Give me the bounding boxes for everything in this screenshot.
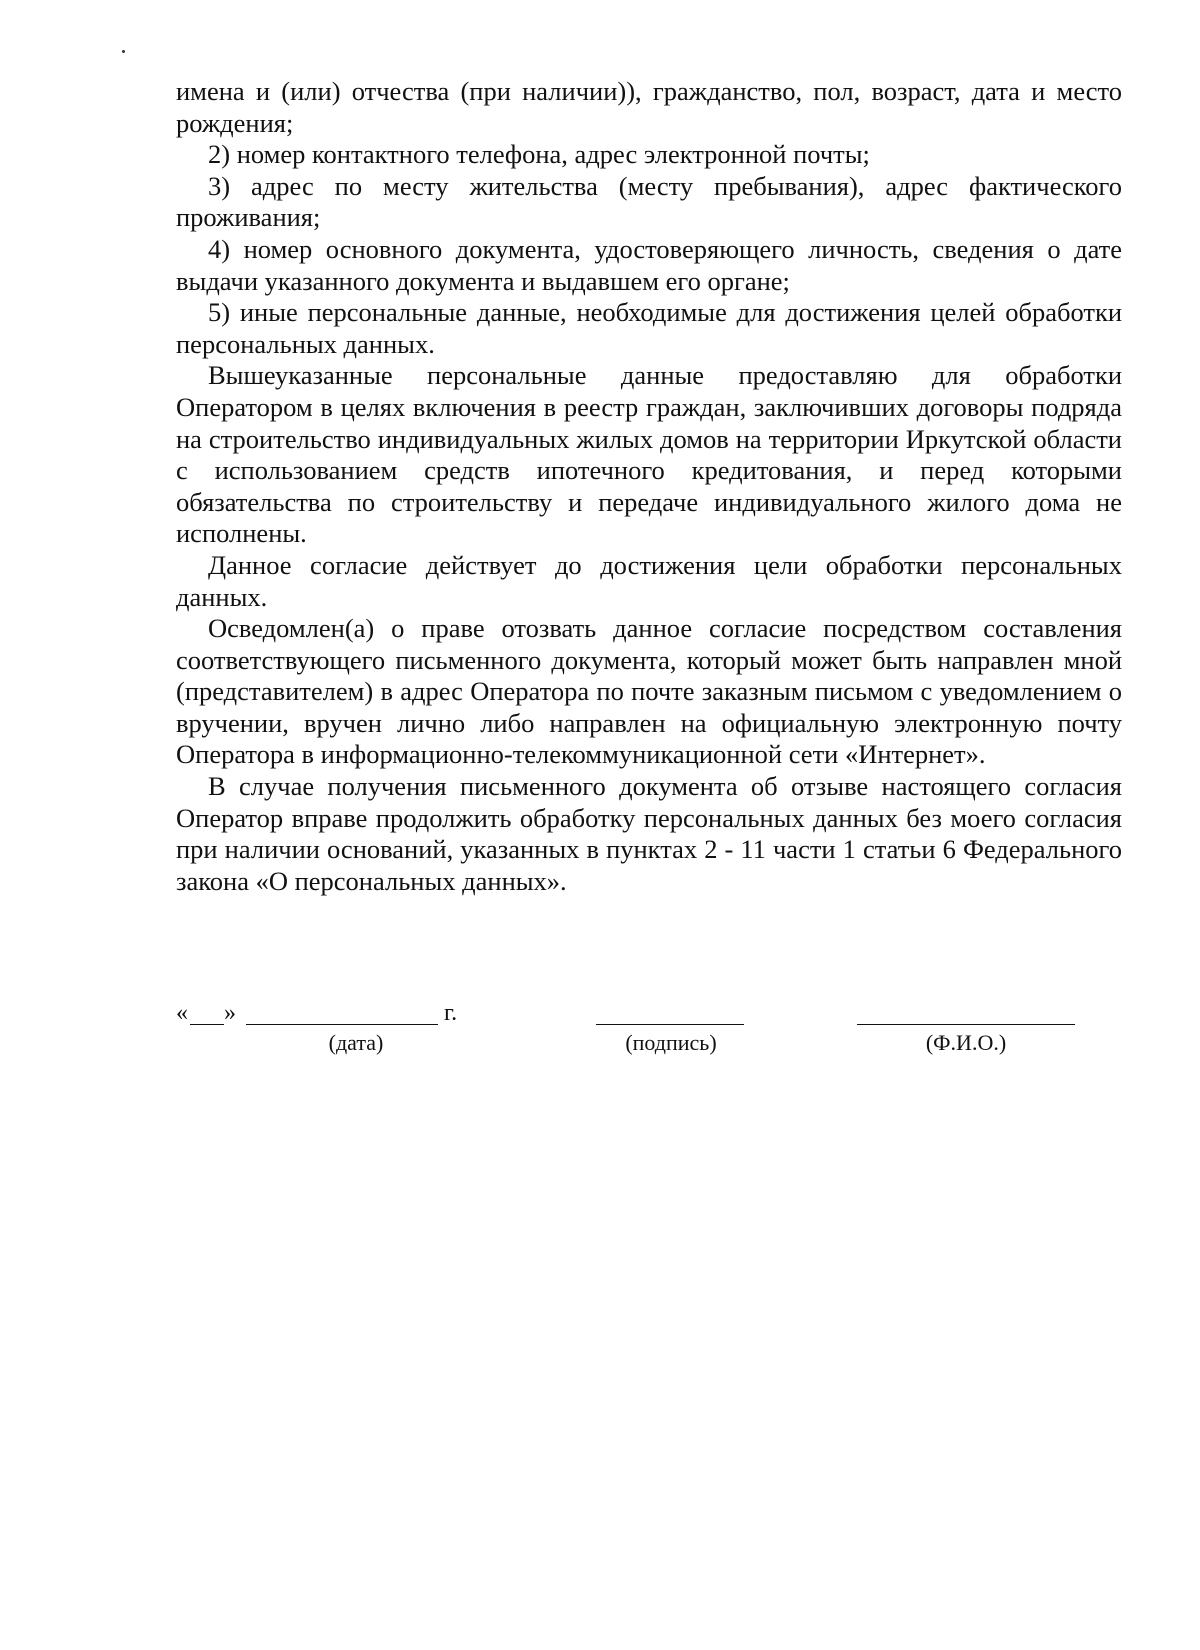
day-blank-line (190, 1000, 224, 1025)
signature-block (176, 1000, 1122, 1070)
paragraph-withdrawal-consequences: В случае получения письменного документа об отзыве настоящего согласия Оператор вправе продолжить обработку персональных данных без моего согласия при наличии оснований, указанных в пунктах 2 - 11 части 1 статьи 6 Федерального закона «О персональных данных». (176, 771, 1122, 896)
paragraph-personal-data-continued: имена и (или) отчества (при наличии)), гражданство, пол, возраст, дата и место рождения; (176, 76, 1122, 138)
name-caption: (Ф.И.О.) (925, 1030, 1007, 1055)
paragraph-item-5-other-data: 5) иные персональные данные, необходимые для достижения целей обработки персональных данных. (176, 297, 1122, 359)
paragraph-purpose: Вышеуказанные персональные данные предоставляю для обработки Оператором в целях включения в реестр граждан, заключивших договоры подряда на строительство индивидуальных жилых домов на территории Иркутской области с использованием средств ипотечного кредитования, и перед которыми обязательства по строительству и передаче индивидуального жилого дома не исполнены. (176, 360, 1122, 549)
date-close-quote: » (224, 1000, 236, 1026)
paragraph-item-3-address: 3) адрес по месту жительства (месту пребывания), адрес фактического проживания; (176, 170, 1122, 233)
scan-speck (122, 50, 125, 53)
paragraph-withdrawal-right: Осведомлен(а) о праве отозвать данное согласие посредством составления соответствующего письменного документа, который может быть направлен мной (представителем) в адрес Оператора по почте заказным письмом с уведомлением о вручении, вручен лично либо направлен на официальную электронную почту Оператора в информационно-телекоммуникационной сети «Интернет». (176, 613, 1122, 770)
paragraph-item-2-contacts: 2) номер контактного телефона, адрес электронной почты; (208, 139, 870, 170)
date-caption: (дата) (328, 1030, 384, 1055)
paragraph-validity: Данное согласие действует до достижения цели обработки персональных данных. (176, 549, 1122, 612)
paragraph-item-4-id-document: 4) номер основного документа, удостоверяющего личность, сведения о дате выдачи указанного документа и выдавшем его органе; (176, 233, 1122, 296)
year-suffix: г. (444, 1000, 458, 1026)
signature-caption: (подпись) (625, 1030, 717, 1055)
date-blank-line (246, 1000, 438, 1025)
consent-body-text (176, 76, 1122, 897)
signature-blank-line (596, 1000, 744, 1025)
name-blank-line (857, 1000, 1075, 1025)
date-open-quote: « (176, 1000, 188, 1026)
